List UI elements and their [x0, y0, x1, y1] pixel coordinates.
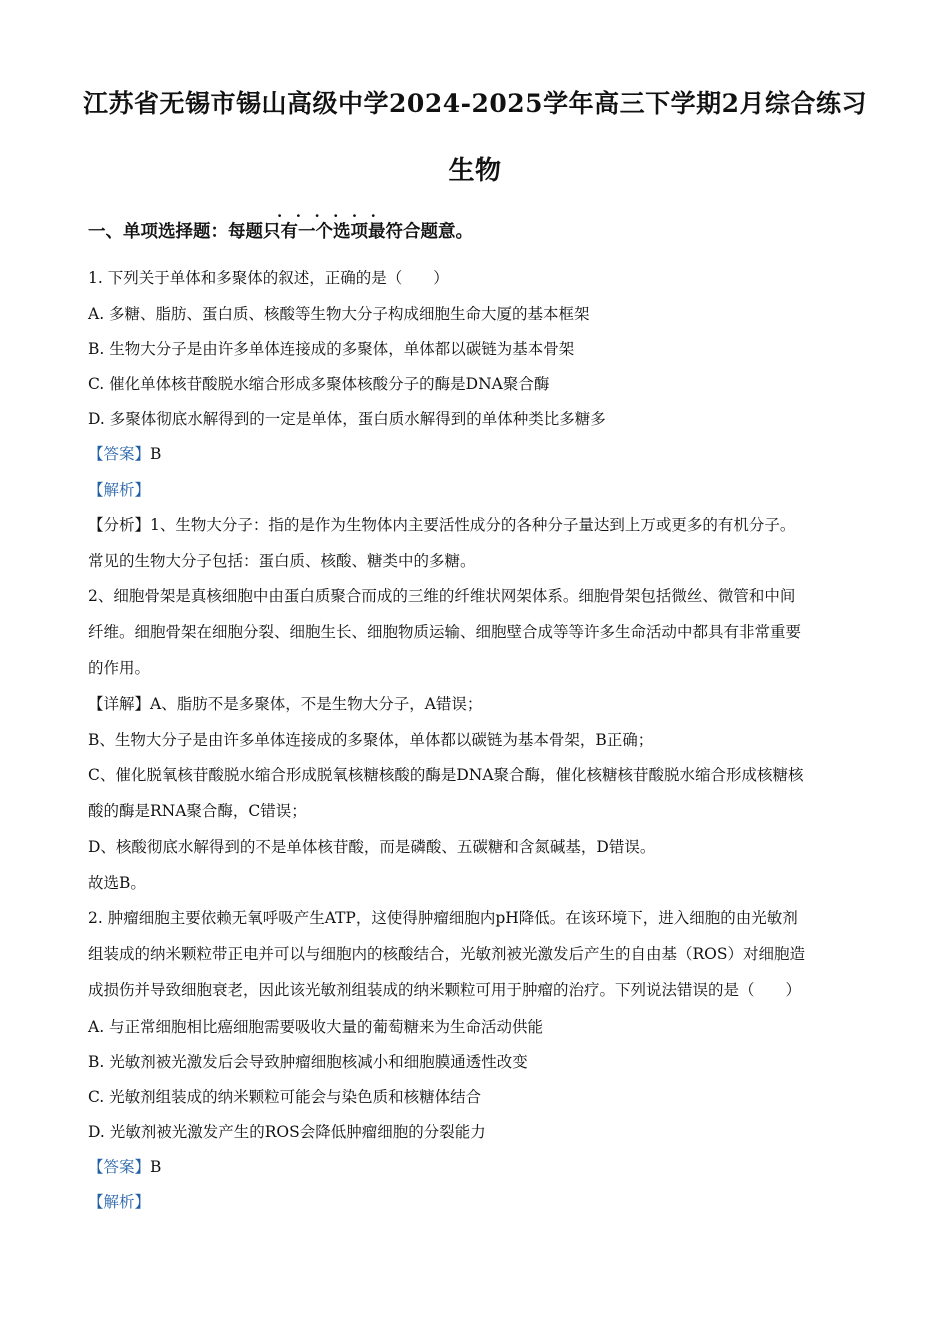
section-header: 一、单项选择题：每题只有一个选项最符合题意。 [88, 222, 473, 242]
q1-fenxi-line2: 常见的生物大分子包括：蛋白质、核酸、糖类中的多糖。 [88, 552, 476, 570]
q1-answer-label: 【答案】 [88, 445, 151, 463]
q2-option-b: B. 光敏剂被光激发后会导致肿瘤细胞核减小和细胞膜通透性改变 [88, 1053, 528, 1071]
q1-option-c: C. 催化单体核苷酸脱水缩合形成多聚体核酸分子的酶是DNA聚合酶 [88, 375, 550, 393]
q2-stem-line3: 成损伤并导致细胞衰老，因此该光敏剂组装成的纳米颗粒可用于肿瘤的治疗。下列说法错误的是（ ） [88, 981, 802, 999]
q2-option-c: C. 光敏剂组装成的纳米颗粒可能会与染色质和核糖体结合 [88, 1088, 482, 1106]
q2-option-d: D. 光敏剂被光激发产生的ROS会降低肿瘤细胞的分裂能力 [88, 1123, 486, 1141]
q2-stem-line1: 2. 肿瘤细胞主要依赖无氧呼吸产生ATP，这使得肿瘤细胞内pH降低。在该环境下，进入细胞的由光敏剂 [88, 909, 798, 927]
q1-answer [88, 444, 161, 464]
q2-option-a: A. 与正常细胞相比癌细胞需要吸收大量的葡萄糖来为生命活动供能 [88, 1018, 544, 1036]
q2-answer [88, 1157, 161, 1177]
page-subtitle: 生物 [448, 156, 502, 186]
q1-fenxi-line5: 的作用。 [88, 659, 151, 677]
q1-xiangjie-line1: A、脂肪不是多聚体，不是生物大分子，A错误； [150, 695, 483, 713]
q1-fenxi-label: 【分析】 [88, 516, 151, 534]
q1-analysis-label: 【解析】 [88, 481, 151, 499]
q1-xiangjie-line4: 酸的酶是RNA聚合酶，C错误； [88, 802, 307, 820]
q2-answer-value: B [150, 1158, 162, 1176]
q1-stem: 1. 下列关于单体和多聚体的叙述，正确的是（ ） [88, 269, 449, 287]
page-title: 江苏省无锡市锡山高级中学2024-2025学年高三下学期2月综合练习 [83, 89, 867, 118]
q1-xiangjie-label: 【详解】 [88, 695, 151, 713]
q1-fenxi [88, 515, 795, 535]
q1-xiangjie-line2: B、生物大分子是由许多单体连接成的多聚体，单体都以碳链为基本骨架，B正确； [88, 731, 654, 749]
q2-answer-label: 【答案】 [88, 1158, 151, 1176]
q1-option-b: B. 生物大分子是由许多单体连接成的多聚体，单体都以碳链为基本骨架 [88, 340, 575, 358]
q1-conclusion: 故选B。 [88, 874, 146, 892]
q1-fenxi-line3: 2、细胞骨架是真核细胞中由蛋白质聚合而成的三维的纤维状网架体系。细胞骨架包括微丝、微管和中间 [88, 587, 796, 605]
q1-xiangjie-line5: D、核酸彻底水解得到的不是单体核苷酸，而是磷酸、五碳糖和含氮碱基，D错误。 [88, 838, 656, 856]
q1-xiangjie-line3: C、催化脱氧核苷酸脱水缩合形成脱氧核糖核酸的酶是DNA聚合酶，催化核糖核苷酸脱水缩合形成核糖核 [88, 766, 804, 784]
q2-analysis-label: 【解析】 [88, 1193, 151, 1211]
q1-fenxi-line4: 纤维。细胞骨架在细胞分裂、细胞生长、细胞物质运输、细胞壁合成等等许多生命活动中都具有非常重要 [88, 623, 802, 641]
q2-stem-line2: 组装成的纳米颗粒带正电并可以与细胞内的核酸结合，光敏剂被光激发后产生的自由基（ROS）对细胞造 [88, 945, 805, 963]
q1-option-a: A. 多糖、脂肪、蛋白质、核酸等生物大分子构成细胞生命大厦的基本框架 [88, 305, 590, 323]
q1-option-d: D. 多聚体彻底水解得到的一定是单体，蛋白质水解得到的单体种类比多糖多 [88, 410, 606, 428]
q1-answer-value: B [150, 445, 162, 463]
q1-fenxi-line1: 1、生物大分子：指的是作为生物体内主要活性成分的各种分子量达到上万或更多的有机分子。 [150, 516, 796, 534]
q1-xiangjie [88, 694, 482, 714]
emphasis-dots: ······ [277, 207, 390, 225]
